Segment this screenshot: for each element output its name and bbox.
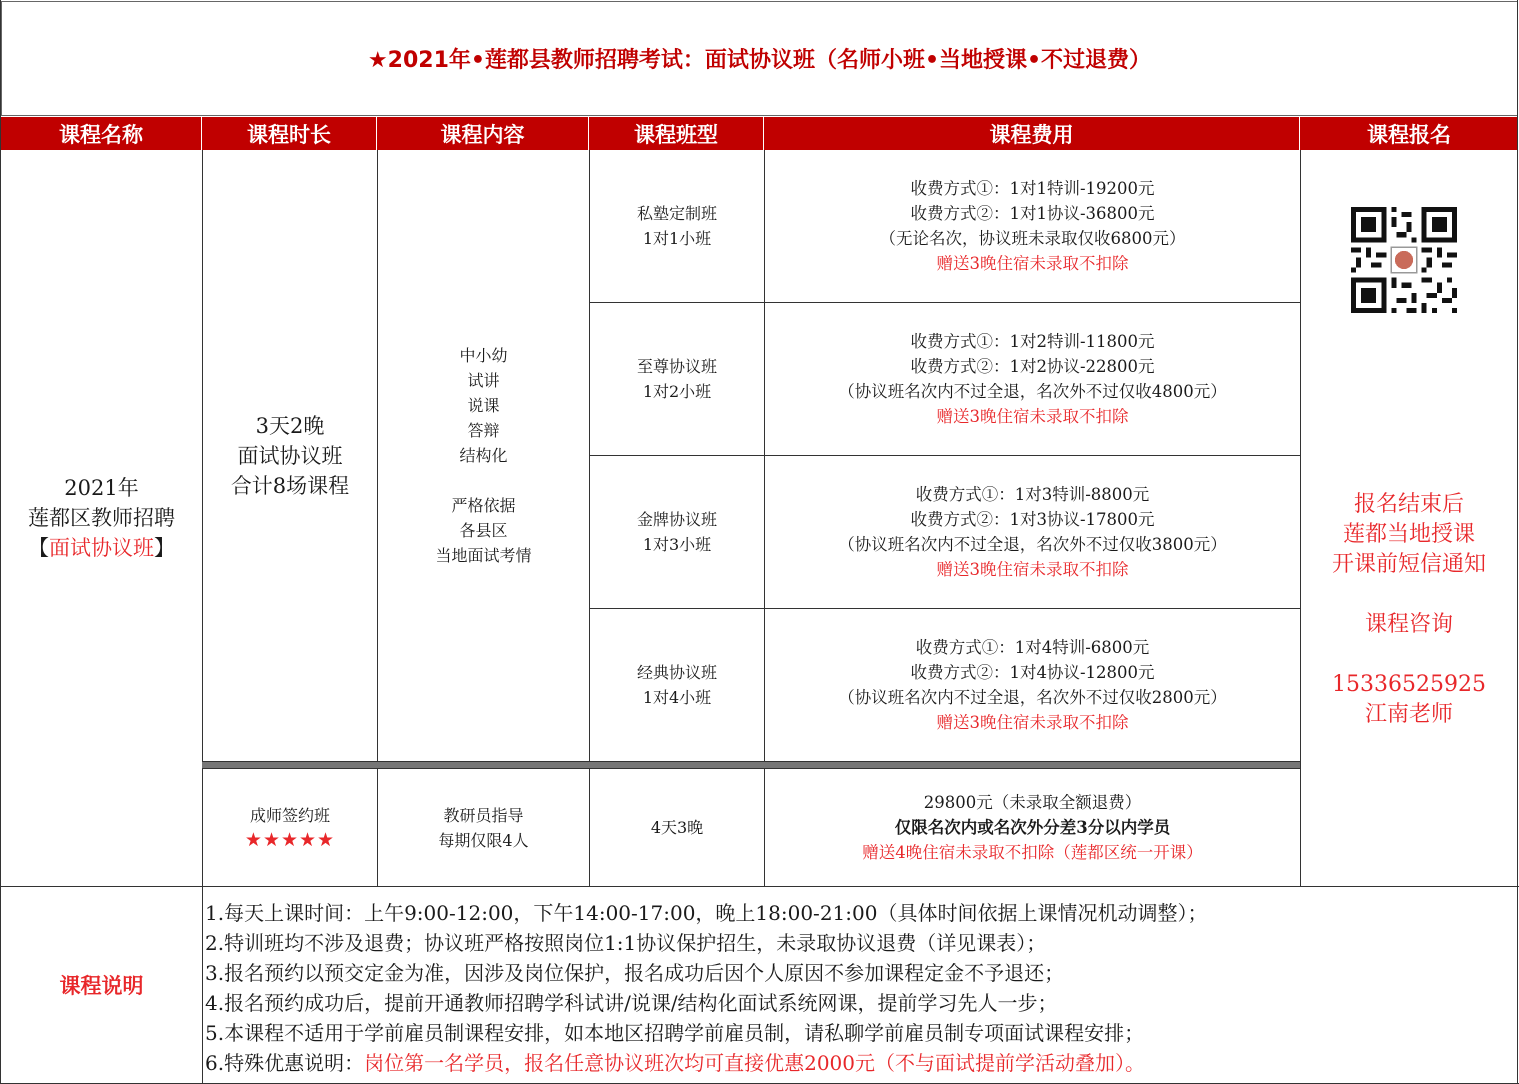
signed-content-cell	[378, 769, 589, 886]
note-item-6: 6.特殊优惠说明：岗位第一名学员，报名任意协议班次均可直接优惠2000元（不与面试提前学活动叠加）。	[205, 1051, 1145, 1075]
fee-option-2: 收费方式②：1对1协议-36800元	[910, 204, 1155, 223]
contact-phone[interactable]: 15336525925	[1332, 672, 1486, 697]
signed-duration: 4天3晚	[650, 818, 704, 837]
note-item: 5.本课程不适用于学前雇员制课程安排，如本地区招聘学前雇员制，请私聊学前雇员制专项面试课程安排；	[205, 1021, 1145, 1045]
qr-code-graphic	[1351, 207, 1457, 313]
page-title	[1, 1, 1518, 116]
border-right	[1517, 0, 1518, 1084]
content-item: 结构化	[459, 446, 508, 465]
content-item: 中小幼	[459, 346, 508, 365]
signed-content-2: 每期仅限4人	[438, 830, 529, 850]
notes-list	[205, 898, 1515, 1078]
fee-gift: 赠送3晚住宿未录取不扣除	[936, 560, 1129, 579]
header-course-name: 课程名称	[1, 117, 202, 150]
header-signup: 课程报名	[1300, 117, 1518, 150]
fee-gift: 赠送3晚住宿未录取不扣除	[936, 254, 1129, 273]
fee-note: （协议班名次内不过全退，名次外不过仅收3800元）	[838, 535, 1227, 554]
header-duration: 课程时长	[202, 117, 377, 150]
notes-label: 课程说明	[59, 974, 144, 998]
signup-line-3: 开课前短信通知	[1331, 552, 1486, 577]
fee-row-3	[765, 456, 1300, 608]
class-type-row-1	[590, 150, 764, 302]
signup-line-1: 报名结束后	[1353, 492, 1464, 517]
fee-note: （协议班名次内不过全退，名次外不过仅收4800元）	[838, 382, 1227, 401]
signup-line-2: 莲都当地授课	[1342, 522, 1475, 547]
fee-gift: 赠送3晚住宿未录取不扣除	[936, 407, 1129, 426]
fee-row-1	[765, 150, 1300, 302]
content-item: 答辩	[467, 421, 500, 440]
signed-fee-2: 仅限名次内或名次外分差3分以内学员	[894, 818, 1171, 837]
duration-line-1: 3天2晚	[255, 413, 325, 438]
class-type-row-4	[590, 609, 764, 761]
content-item: 试讲	[467, 371, 500, 390]
content-item: 严格依据	[451, 496, 516, 515]
signed-fee-cell	[765, 769, 1300, 886]
fee-option-2: 收费方式②：1对3协议-17800元	[910, 510, 1155, 529]
fee-option-1: 收费方式①：1对2特训-11800元	[910, 332, 1155, 351]
header-class-type: 课程班型	[589, 117, 764, 150]
contact-teacher: 江南老师	[1364, 702, 1453, 727]
fee-option-2: 收费方式②：1对2协议-22800元	[910, 357, 1155, 376]
signed-content-1: 教研员指导	[443, 805, 524, 825]
duration-cell	[203, 150, 377, 761]
page-title-text: ★2021年•莲都县教师招聘考试：面试协议班（名师小班•当地授课•不过退费）	[367, 48, 1152, 73]
duration-line-2: 面试协议班	[237, 443, 343, 468]
class-size: 1对2小班	[642, 382, 712, 401]
duration-line-3: 合计8场课程	[230, 473, 350, 498]
content-item: 当地面试考情	[435, 546, 532, 565]
note-item: 4.报名预约成功后，提前开通教师招聘学科试讲/说课/结构化面试系统网课，提前学习先人一步；	[205, 991, 1058, 1015]
class-type-row-2	[590, 303, 764, 455]
signup-cell	[1301, 150, 1517, 886]
fee-option-2: 收费方式②：1对4协议-12800元	[910, 663, 1155, 682]
class-name: 金牌协议班	[636, 510, 717, 529]
class-size: 1对1小班	[642, 229, 712, 248]
grid-line	[0, 886, 1519, 887]
signed-class-name: 成师签约班	[249, 805, 330, 825]
fee-note: （协议班名次内不过全退，名次外不过仅收2800元）	[838, 688, 1227, 707]
note-item: 3.报名预约以预交定金为准，因涉及岗位保护，报名成功后因个人原因不参加课程定金不予退还；	[205, 961, 1065, 985]
signup-info	[1301, 490, 1517, 730]
separator-band	[202, 761, 1300, 769]
fee-option-1: 收费方式①：1对1特训-19200元	[910, 179, 1155, 198]
star-rating-icon: ★★★★★	[244, 828, 336, 851]
class-name: 经典协议班	[636, 663, 717, 682]
notes-label-cell	[1, 887, 202, 1083]
class-name: 至尊协议班	[636, 357, 717, 376]
fee-gift: 赠送3晚住宿未录取不扣除	[936, 713, 1129, 732]
note-item: 2.特训班均不涉及退费；协议班严格按照岗位1:1协议保护招生，未录取协议退费（详见课表）；	[205, 931, 1047, 955]
course-year: 2021年	[64, 476, 139, 500]
course-name: 莲都区教师招聘	[28, 506, 175, 530]
content-cell	[378, 150, 589, 761]
header-fee: 课程费用	[764, 117, 1300, 150]
header-content: 课程内容	[377, 117, 589, 150]
class-name: 私塾定制班	[636, 204, 717, 223]
fee-option-1: 收费方式①：1对4特训-6800元	[915, 638, 1150, 657]
consult-label: 课程咨询	[1364, 612, 1453, 637]
fee-note: （无论名次，协议班未录取仅收6800元）	[879, 229, 1186, 248]
signed-class-name-cell	[203, 769, 377, 886]
fee-row-2	[765, 303, 1300, 455]
class-size: 1对4小班	[642, 688, 712, 707]
class-size: 1对3小班	[642, 535, 712, 554]
signed-duration-cell	[590, 769, 764, 886]
content-item: 说课	[467, 396, 500, 415]
signed-fee-1: 29800元（未录取全额退费）	[923, 793, 1142, 812]
course-type: 【面试协议班】	[28, 536, 175, 560]
course-name-cell	[1, 150, 202, 886]
class-type-row-3	[590, 456, 764, 608]
fee-option-1: 收费方式①：1对3特训-8800元	[915, 485, 1150, 504]
qr-code-icon[interactable]	[1351, 207, 1457, 313]
content-item: 各县区	[459, 521, 508, 540]
note-item: 1.每天上课时间：上午9:00-12:00，下午14:00-17:00，晚上18:00-21:00（具体时间依据上课情况机动调整）；	[205, 901, 1208, 925]
fee-row-4	[765, 609, 1300, 761]
signed-gift: 赠送4晚住宿未录取不扣除（莲都区统一开课）	[862, 843, 1203, 862]
